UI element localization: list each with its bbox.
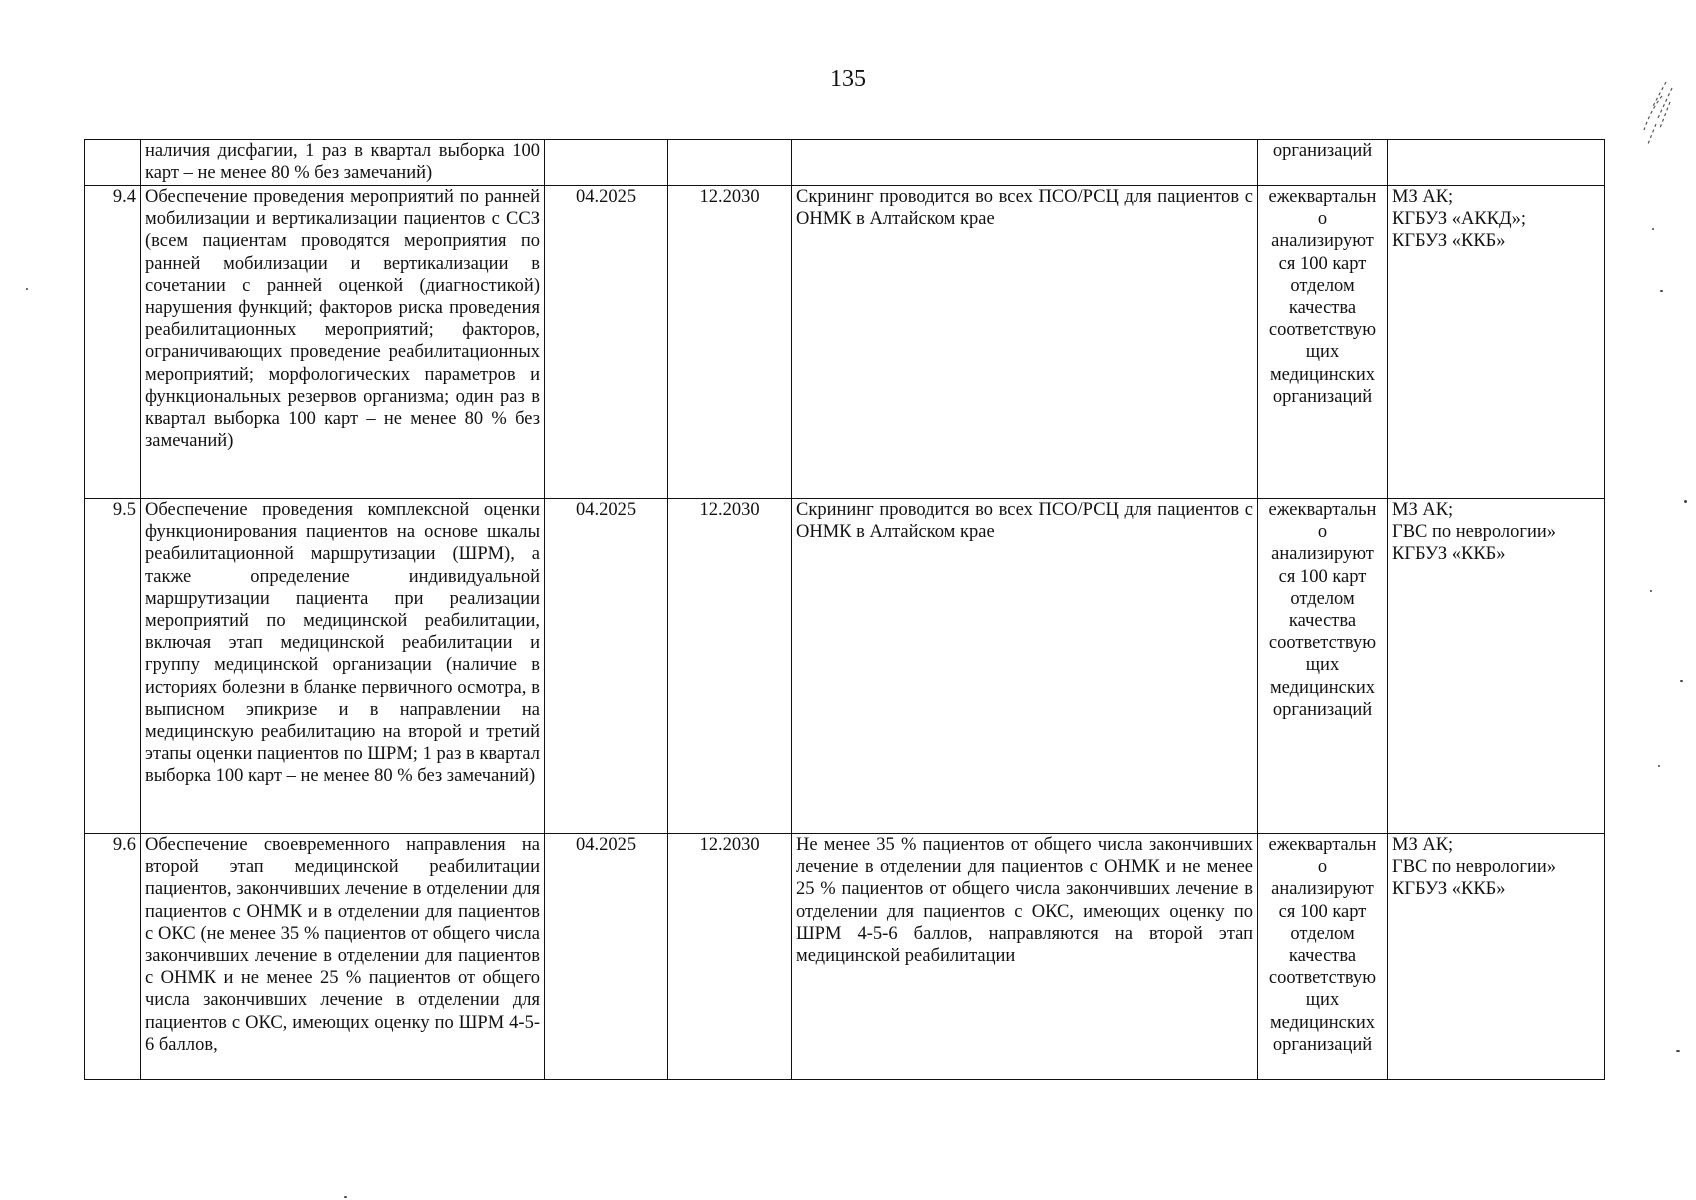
scan-speck	[1680, 680, 1683, 682]
responsible-executors	[1388, 499, 1605, 834]
control-frequency-line: ежеквартальн	[1268, 500, 1377, 520]
control-frequency-line: медицинских	[1269, 364, 1376, 385]
scan-speck	[1658, 765, 1660, 767]
control-frequency-line: анализируют	[1271, 544, 1374, 565]
responsible-executors	[1388, 140, 1605, 186]
control-frequency-line: ся 100 карт	[1278, 566, 1367, 587]
start-date: 04.2025	[545, 499, 668, 834]
control-frequency-line: организаций	[1272, 699, 1373, 720]
start-date	[545, 140, 668, 186]
row-number	[85, 140, 141, 186]
responsible-executor: МЗ АК;	[1392, 187, 1454, 207]
control-frequency-line: о	[1317, 522, 1328, 543]
measure-description: наличия дисфагии, 1 раз в квартал выборка 100 карт – не менее 80 % без замечаний)	[141, 140, 545, 186]
measure-description: Обеспечение своевременного направления на второй этап медицинской реабилитации пациентов, закончивших лечение в отделении для пациентов с ОНМК и в отделении для пациентов с ОКС (не менее 35 % пациентов от общего числа закончивших лечение в отделении для пациентов с ОНМК и не менее 25 % пациентов от общего числа закончивших лечение в отделении для пациентов с ОКС, имеющих оценку по ШРМ 4-5-6 баллов,	[141, 834, 545, 1080]
end-date: 12.2030	[668, 834, 792, 1080]
expected-result	[792, 140, 1258, 186]
action-plan-table	[84, 139, 1605, 1080]
control-frequency-line: организаций	[1272, 386, 1373, 407]
control-frequency-line: медицинских	[1269, 677, 1376, 698]
scan-speck	[26, 288, 28, 290]
responsible-executor: КГБУЗ «ККБ»	[1392, 544, 1506, 565]
control-frequency-line: отделом	[1290, 588, 1355, 609]
table-row	[85, 140, 1605, 186]
responsible-executor: КГБУЗ «АККД»;	[1392, 209, 1527, 230]
control-frequency-line: щих	[1305, 655, 1340, 676]
scan-speck	[1676, 1050, 1680, 1052]
control-frequency	[1258, 499, 1388, 834]
control-frequency-line: отделом	[1290, 275, 1355, 296]
control-frequency-line: организаций	[1272, 1034, 1373, 1055]
scan-speck	[1684, 500, 1687, 503]
responsible-executor: КГБУЗ «ККБ»	[1392, 231, 1506, 252]
control-frequency-line: медицинских	[1269, 1012, 1376, 1033]
scan-speck	[1650, 590, 1652, 592]
responsible-executor: МЗ АК;	[1392, 835, 1454, 855]
scan-speck	[344, 1196, 347, 1198]
table-row	[85, 499, 1605, 834]
control-frequency	[1258, 140, 1388, 186]
control-frequency-line: качества	[1288, 298, 1357, 319]
expected-result: Скрининг проводится во всех ПСО/РСЦ для пациентов с ОНМК в Алтайском крае	[792, 499, 1258, 834]
row-number: 9.4	[85, 186, 141, 499]
page-number: 135	[830, 66, 866, 92]
control-frequency-line: отделом	[1290, 923, 1355, 944]
table-row	[85, 186, 1605, 499]
control-frequency-line: о	[1317, 857, 1328, 878]
responsible-executor: КГБУЗ «ККБ»	[1392, 879, 1506, 900]
control-frequency-line: ся 100 карт	[1278, 901, 1367, 922]
row-number: 9.5	[85, 499, 141, 834]
responsible-executors	[1388, 186, 1605, 499]
end-date: 12.2030	[668, 499, 792, 834]
control-frequency-line: качества	[1288, 611, 1357, 632]
control-frequency-line: ежеквартальн	[1268, 187, 1377, 207]
scan-signature-mark	[1622, 78, 1678, 156]
control-frequency-line: ежеквартальн	[1268, 835, 1377, 855]
expected-result: Скрининг проводится во всех ПСО/РСЦ для пациентов с ОНМК в Алтайском крае	[792, 186, 1258, 499]
control-frequency	[1258, 834, 1388, 1080]
control-frequency-line: анализируют	[1271, 879, 1374, 900]
control-frequency-line: соответствую	[1268, 633, 1377, 654]
expected-result: Не менее 35 % пациентов от общего числа закончивших лечение в отделении для пациентов с ОНМК и не менее 25 % пациентов от общего числа закончивших лечение в отделении для пациентов с ОКС, имеющих оценку по ШРМ 4-5-6 баллов, направляются на второй этап медицинской реабилитации	[792, 834, 1258, 1080]
control-frequency-line: организаций	[1272, 141, 1373, 161]
control-frequency-line: щих	[1305, 342, 1340, 363]
responsible-executor: ГВС по неврологии»	[1392, 857, 1556, 878]
responsible-executor: ГВС по неврологии»	[1392, 522, 1556, 543]
start-date: 04.2025	[545, 186, 668, 499]
responsible-executor: МЗ АК;	[1392, 500, 1454, 520]
end-date: 12.2030	[668, 186, 792, 499]
control-frequency-line: анализируют	[1271, 231, 1374, 252]
start-date: 04.2025	[545, 834, 668, 1080]
row-number: 9.6	[85, 834, 141, 1080]
scan-speck	[1660, 290, 1663, 292]
control-frequency-line: соответствую	[1268, 320, 1377, 341]
responsible-executors	[1388, 834, 1605, 1080]
control-frequency-line: о	[1317, 209, 1328, 230]
control-frequency-line: соответствую	[1268, 968, 1377, 989]
measure-description: Обеспечение проведения комплексной оценки функционирования пациентов на основе шкалы реабилитационной маршрутизации (ШРМ), а также определение индивидуальной маршрутизации пациента при реализации мероприятий по медицинской реабилитации, включая этап медицинской реабилитации и группу медицинской организации (наличие в историях болезни в бланке первичного осмотра, в выписном эпикризе и в направлении на медицинскую реабилитацию на второй и третий этапы оценки пациентов по ШРМ; 1 раз в квартал выборка 100 карт – не менее 80 % без замечаний)	[141, 499, 545, 834]
control-frequency-line: качества	[1288, 946, 1357, 967]
control-frequency-line: щих	[1305, 990, 1340, 1011]
table-row	[85, 834, 1605, 1080]
end-date	[668, 140, 792, 186]
control-frequency-line: ся 100 карт	[1278, 253, 1367, 274]
scan-speck	[1652, 228, 1654, 230]
control-frequency	[1258, 186, 1388, 499]
measure-description: Обеспечение проведения мероприятий по ранней мобилизации и вертикализации пациентов с ССЗ (всем пациентам проводятся мероприятия по ранней мобилизации и вертикализации в сочетании с ранней оценкой (диагностикой) нарушения функций; факторов риска проведения реабилитационных мероприятий; факторов, ограничивающих проведение реабилитационных мероприятий; морфологических параметров и функциональных резервов организма; один раз в квартал выборка 100 карт – не менее 80 % без замечаний)	[141, 186, 545, 499]
